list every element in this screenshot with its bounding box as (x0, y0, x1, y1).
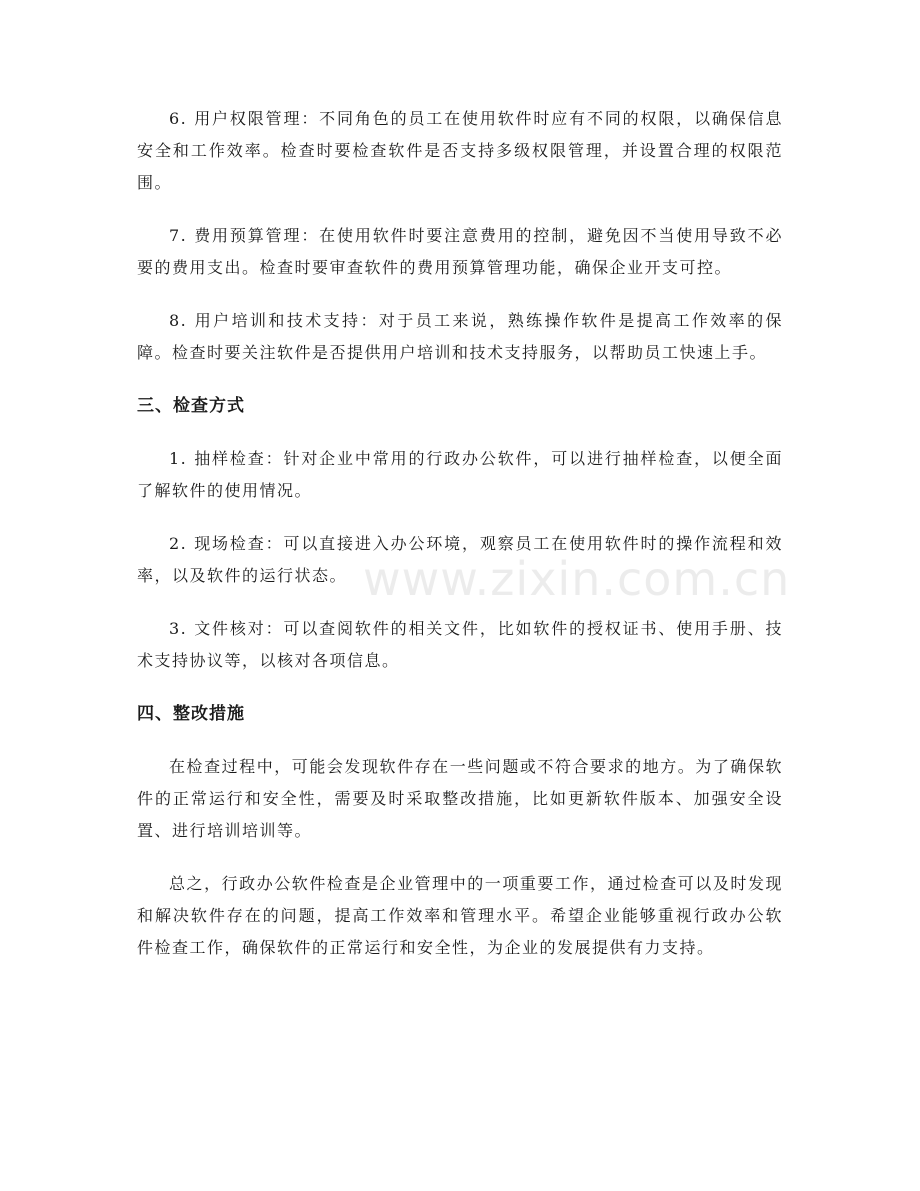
item-onsite-inspection: 2. 现场检查：可以直接进入办公环境，观察员工在使用软件时的操作流程和效率，以及软件的运行状态。 (137, 534, 783, 585)
document-body (137, 103, 783, 964)
paragraph-conclusion: 总之，行政办公软件检查是企业管理中的一项重要工作，通过检查可以及时发现和解决软件存在的问题，提高工作效率和管理水平。希望企业能够重视行政办公软件检查工作，确保软件的正常运行和安全性，为企业的发展提供有力支持。 (137, 874, 783, 957)
paragraph-rectification: 在检查过程中，可能会发现软件存在一些问题或不符合要求的地方。为了确保软件的正常运行和安全性，需要及时采取整改措施，比如更新软件版本、加强安全设置、进行培训培训等。 (137, 757, 783, 840)
item-training-support: 8. 用户培训和技术支持：对于员工来说，熟练操作软件是提高工作效率的保障。检查时要关注软件是否提供用户培训和技术支持服务，以帮助员工快速上手。 (137, 311, 783, 362)
item-sampling-inspection: 1. 抽样检查：针对企业中常用的行政办公软件，可以进行抽样检查，以便全面了解软件的使用情况。 (137, 449, 783, 500)
watermark: www.zixin.com.cn (363, 552, 791, 606)
heading-inspection-methods: 三、检查方式 (137, 396, 245, 416)
item-user-permission: 6. 用户权限管理：不同角色的员工在使用软件时应有不同的权限，以确保信息安全和工作效率。检查时要检查软件是否支持多级权限管理，并设置合理的权限范围。 (137, 109, 783, 192)
item-budget-management: 7. 费用预算管理：在使用软件时要注意费用的控制，避免因不当使用导致不必要的费用支出。检查时要审查软件的费用预算管理功能，确保企业开支可控。 (137, 226, 783, 277)
heading-rectification-measures: 四、整改措施 (137, 704, 245, 724)
item-document-verification: 3. 文件核对：可以查阅软件的相关文件，比如软件的授权证书、使用手册、技术支持协议等，以核对各项信息。 (137, 619, 783, 670)
